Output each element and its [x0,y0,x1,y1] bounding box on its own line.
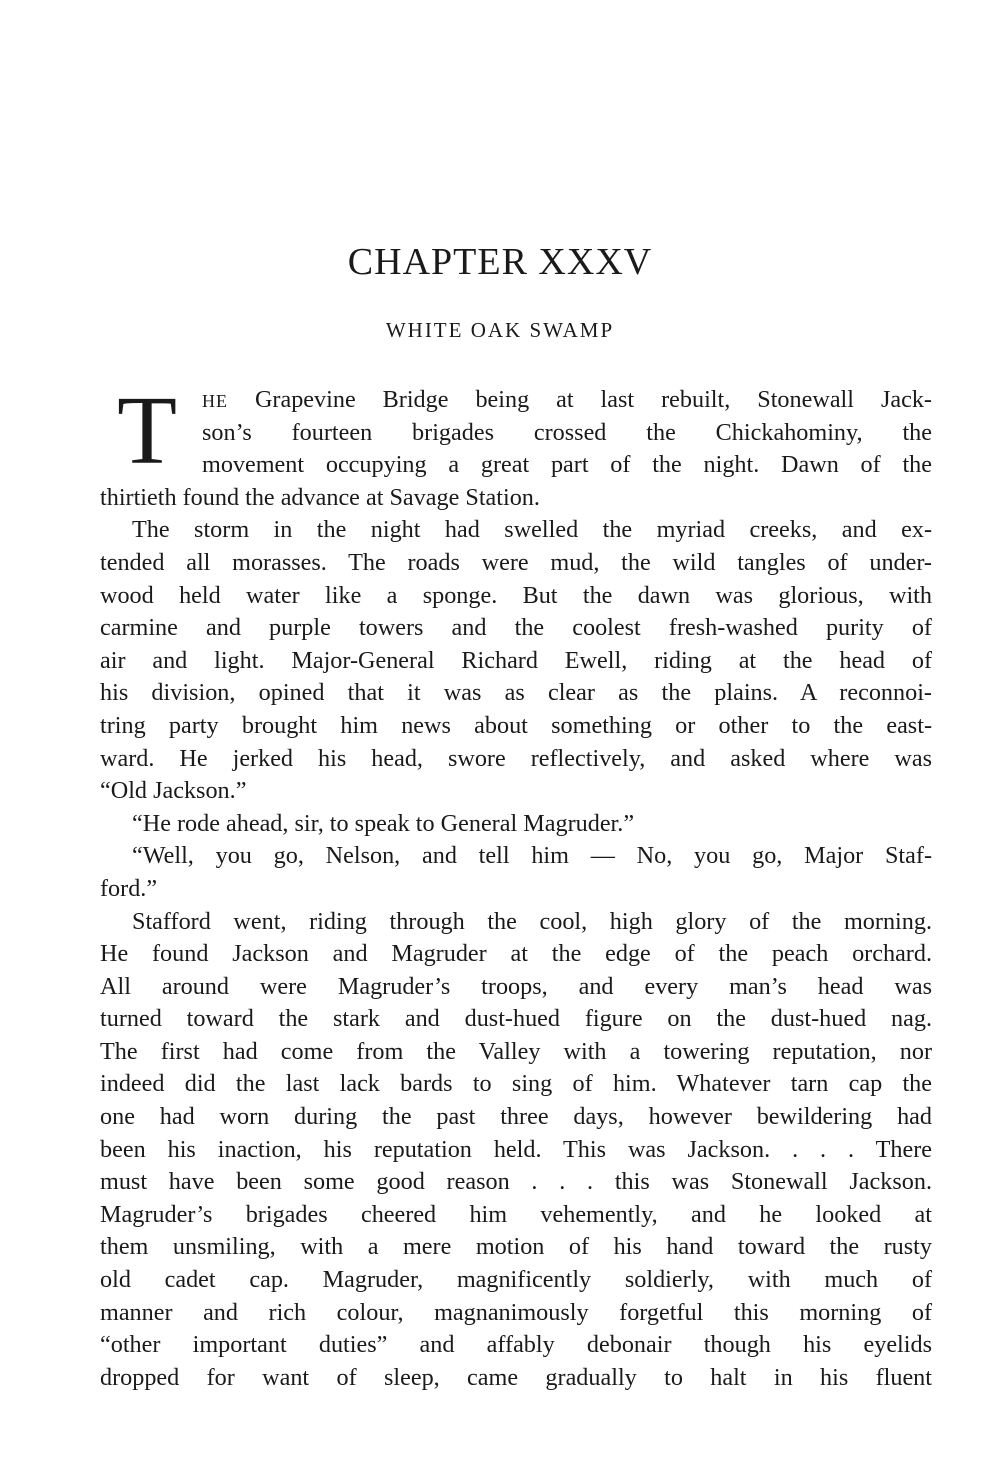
text-line: Magruder’s brigades cheered him vehemently, and he looked at [100,1200,932,1228]
text-line: old cadet cap. Magruder, magnificently soldierly, with much of [100,1266,932,1294]
text-line: tring party brought him news about something or other to the east- [100,711,932,739]
text-line: air and light. Major-General Richard Ewell, riding at the head of [100,646,932,674]
text-line: tended all morasses. The roads were mud, the wild tangles of under- [100,548,932,576]
text-line: his division, opined that it was as clear as the plains. A reconnoi- [100,679,932,707]
text-line: dropped for want of sleep, came gradually to halt in his fluent [100,1363,932,1391]
text-line: thirtieth found the advance at Savage Station. [100,483,540,511]
text-line: All around were Magruder’s troops, and every man’s head was [100,972,932,1000]
opening-line-1-text: Grapevine Bridge being at last rebuilt, Stonewall Jack- [228,386,932,413]
text-line: The first had come from the Valley with a towering reputation, nor [100,1037,932,1065]
text-line: “He rode ahead, sir, to speak to General Magruder.” [132,809,635,837]
text-line: ward. He jerked his head, swore reflectively, and asked where was [100,744,932,772]
text-line: wood held water like a sponge. But the dawn was glorious, with [100,581,932,609]
text-line: must have been some good reason . . . this was Stonewall Jackson. [100,1168,932,1196]
text-line: The storm in the night had swelled the myriad creeks, and ex- [132,516,932,544]
chapter-text [100,377,932,1394]
drop-cap-smallcaps: HE [202,391,228,411]
body-lines [100,482,932,1395]
text-line: carmine and purple towers and the coolest fresh-washed purity of [100,614,932,642]
text-line: “Well, you go, Nelson, and tell him — No, you go, Major Staf- [132,842,932,870]
drop-cap-letter: T [117,377,177,485]
chapter-subtitle: WHITE OAK SWAMP [385,318,615,342]
text-line: them unsmiling, with a mere motion of his hand toward the rusty [100,1233,932,1261]
opening-line-1 [100,384,932,417]
text-line: indeed did the last lack bards to sing of him. Whatever tarn cap the [100,1070,932,1098]
chapter-title: CHAPTER XXXV [347,241,653,283]
opening-paragraph [100,377,932,485]
text-line: “Old Jackson.” [100,777,247,805]
text-line: been his inaction, his reputation held. This was Jackson. . . . There [100,1135,932,1163]
text-line: “other important duties” and affably debonair though his eyelids [100,1331,932,1359]
text-line: one had worn during the past three days, however bewildering had [100,1103,932,1131]
text-line: Stafford went, riding through the cool, high glory of the morning. [132,907,932,935]
opening-line-3: movement occupying a great part of the night. Dawn of the [202,451,932,479]
opening-line-2: son’s fourteen brigades crossed the Chickahominy, the [202,418,932,446]
text-line: manner and rich colour, magnanimously forgetful this morning of [100,1298,932,1326]
text-line: ford.” [100,874,158,902]
opening-lines [100,377,932,485]
text-line: He found Jackson and Magruder at the edge of the peach orchard. [100,940,932,968]
text-line: turned toward the stark and dust-hued figure on the dust-hued nag. [100,1005,932,1033]
